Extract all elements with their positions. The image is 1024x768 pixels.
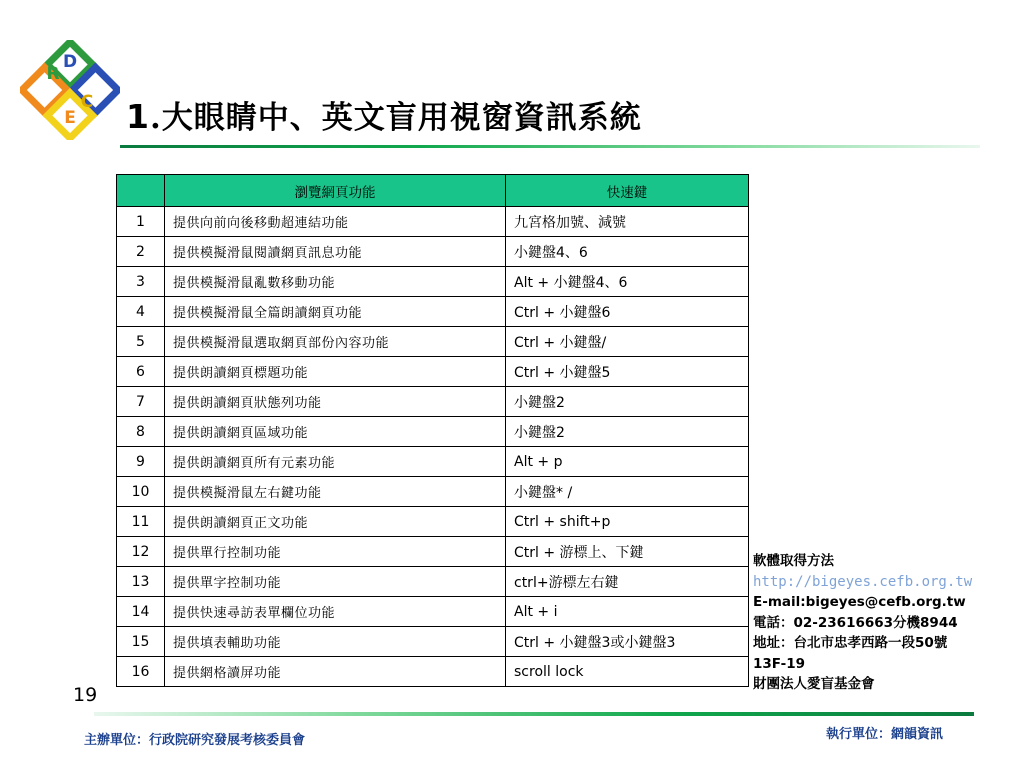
info-address-floor: 13F-19 — [753, 655, 805, 672]
table-row — [117, 447, 749, 477]
row-shortcut: Ctrl + 小鍵盤6 — [506, 297, 749, 327]
row-shortcut: Alt + i — [506, 597, 749, 627]
header-shortcut: 快速鍵 — [506, 175, 749, 207]
slide-title — [126, 92, 642, 137]
row-function: 提供單行控制功能 — [165, 537, 506, 567]
footer-organizer: 主辦單位：行政院研究發展考核委員會 — [84, 733, 306, 748]
row-function: 提供單字控制功能 — [165, 567, 506, 597]
row-number: 3 — [117, 267, 165, 297]
table-row — [117, 207, 749, 237]
header-function: 瀏覽網頁功能 — [165, 175, 506, 207]
row-number: 9 — [117, 447, 165, 477]
row-number: 1 — [117, 207, 165, 237]
row-number: 8 — [117, 417, 165, 447]
table-row — [117, 237, 749, 267]
logo-letter-r: R — [46, 64, 60, 84]
table-row — [117, 297, 749, 327]
row-function: 提供模擬滑鼠全篇朗讀網頁功能 — [165, 297, 506, 327]
table-row — [117, 327, 749, 357]
row-shortcut: Alt + 小鍵盤4、6 — [506, 267, 749, 297]
row-number: 13 — [117, 567, 165, 597]
row-number: 15 — [117, 627, 165, 657]
table-row — [117, 417, 749, 447]
rdec-logo-graphic — [20, 40, 120, 140]
row-function: 提供填表輔助功能 — [165, 627, 506, 657]
row-number: 10 — [117, 477, 165, 507]
shortcut-table — [116, 174, 749, 687]
title-number: 1 — [126, 97, 150, 136]
row-number: 4 — [117, 297, 165, 327]
row-shortcut: scroll lock — [506, 657, 749, 687]
table-row — [117, 537, 749, 567]
table-row — [117, 597, 749, 627]
row-function: 提供朗讀網頁所有元素功能 — [165, 447, 506, 477]
row-shortcut: Ctrl + 游標上、下鍵 — [506, 537, 749, 567]
row-number: 5 — [117, 327, 165, 357]
row-function: 提供模擬滑鼠選取網頁部份內容功能 — [165, 327, 506, 357]
logo-letter-e: E — [64, 108, 76, 128]
info-heading: 軟體取得方法 — [753, 553, 834, 569]
footer-divider — [94, 712, 974, 716]
table-row — [117, 567, 749, 597]
row-function: 提供朗讀網頁正文功能 — [165, 507, 506, 537]
row-shortcut: Ctrl + 小鍵盤/ — [506, 327, 749, 357]
row-shortcut: 小鍵盤* / — [506, 477, 749, 507]
logo-letter-c: C — [80, 92, 94, 112]
row-function: 提供朗讀網頁區域功能 — [165, 417, 506, 447]
title-divider — [120, 145, 980, 148]
row-shortcut: Ctrl + shift+p — [506, 507, 749, 537]
rdec-logo — [20, 40, 120, 140]
row-function: 提供模擬滑鼠左右鍵功能 — [165, 477, 506, 507]
software-info — [753, 551, 972, 695]
table-row — [117, 657, 749, 687]
row-number: 7 — [117, 387, 165, 417]
footer-executor: 執行單位：網韻資訊 — [826, 727, 944, 742]
table-row — [117, 477, 749, 507]
row-shortcut: ctrl+游標左右鍵 — [506, 567, 749, 597]
info-phone: 電話：02-23616663分機8944 — [753, 614, 958, 631]
row-number: 12 — [117, 537, 165, 567]
row-function: 提供朗讀網頁標題功能 — [165, 357, 506, 387]
table-row — [117, 507, 749, 537]
row-number: 11 — [117, 507, 165, 537]
table-row — [117, 267, 749, 297]
row-shortcut: 小鍵盤2 — [506, 417, 749, 447]
row-number: 14 — [117, 597, 165, 627]
row-shortcut: 小鍵盤4、6 — [506, 237, 749, 267]
page-number: 19 — [73, 684, 98, 706]
info-email: E-mail:bigeyes@cefb.org.tw — [753, 594, 966, 610]
table-row — [117, 357, 749, 387]
row-shortcut: Ctrl + 小鍵盤3或小鍵盤3 — [506, 627, 749, 657]
row-number: 6 — [117, 357, 165, 387]
shortcut-table-container — [116, 174, 749, 687]
row-function: 提供模擬滑鼠亂數移動功能 — [165, 267, 506, 297]
table-row — [117, 387, 749, 417]
row-function: 提供快速尋訪表單欄位功能 — [165, 597, 506, 627]
info-address: 地址：台北市忠孝西路一段50號 — [753, 635, 948, 651]
info-organization: 財團法人愛盲基金會 — [753, 676, 875, 692]
row-function: 提供向前向後移動超連結功能 — [165, 207, 506, 237]
title-text: .大眼睛中、英文盲用視窗資訊系統 — [149, 100, 642, 136]
row-function: 提供朗讀網頁狀態列功能 — [165, 387, 506, 417]
header-number — [117, 175, 165, 207]
row-shortcut: 九宮格加號、減號 — [506, 207, 749, 237]
info-url-link[interactable]: http://bigeyes.cefb.org.tw — [753, 573, 973, 590]
row-number: 2 — [117, 237, 165, 267]
row-function: 提供網格讀屏功能 — [165, 657, 506, 687]
table-row — [117, 627, 749, 657]
table-header-row — [117, 175, 749, 207]
row-shortcut: Alt + p — [506, 447, 749, 477]
row-number: 16 — [117, 657, 165, 687]
row-shortcut: 小鍵盤2 — [506, 387, 749, 417]
row-function: 提供模擬滑鼠閱讀網頁訊息功能 — [165, 237, 506, 267]
logo-letter-d: D — [62, 52, 78, 72]
row-shortcut: Ctrl + 小鍵盤5 — [506, 357, 749, 387]
